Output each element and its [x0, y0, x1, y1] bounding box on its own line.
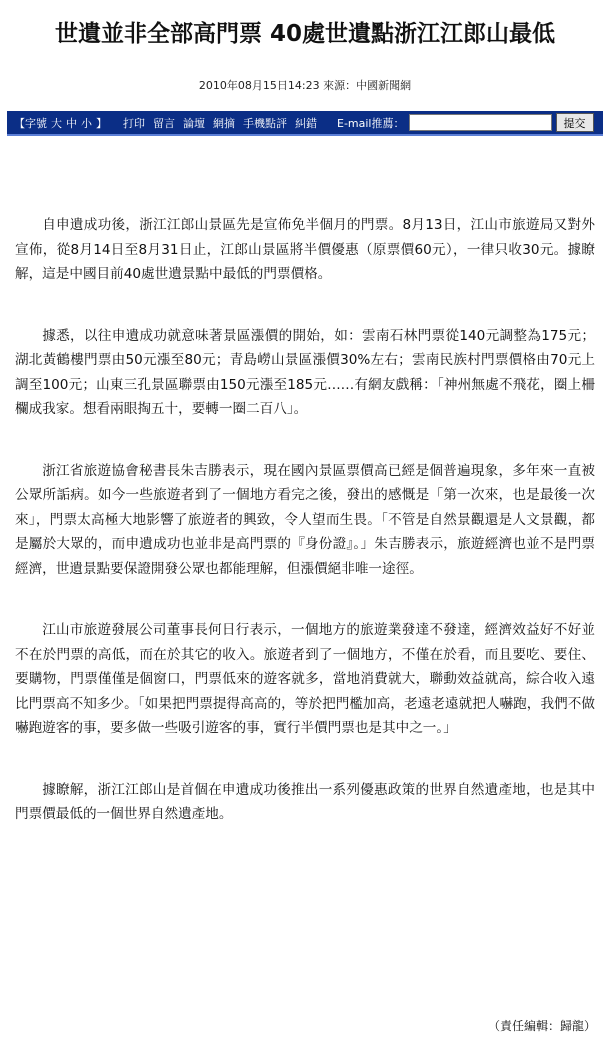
excerpt-link[interactable]: 網摘	[213, 116, 235, 130]
font-bracket-open: 【	[14, 116, 25, 130]
font-size-controls	[14, 115, 107, 131]
responsible-editor: （責任編輯：歸龍）	[487, 1019, 596, 1033]
font-bracket-close: 】	[96, 116, 107, 130]
font-size-label: 字號	[25, 116, 47, 130]
font-size-medium-link[interactable]: 中	[66, 116, 77, 130]
article-body	[15, 213, 595, 827]
article-source: 來源：中國新聞網	[323, 79, 412, 92]
font-size-small-link[interactable]: 小	[81, 116, 92, 130]
article-paragraph: 江山市旅遊發展公司董事長何日行表示，一個地方的旅遊業發達不發達，經濟效益好不好並不在於門票的高低，而在於其它的收入。旅遊者到了一個地方，不僅在於看，而且要吃、要住、要購物，門票僅僅是個窗口，門票低來的遊客就多，當地消費就大，聯動效益就高，綜合收入遠比門票高不知多少。「如果把門票提得高高的，等於把門檻加高，老遠老遠就把人嚇跑，我們不做嚇跑遊客的事，要多做一些吸引遊客的事，實行半價門票也是其中之一。」	[15, 622, 595, 736]
comment-link[interactable]: 留言	[153, 116, 175, 130]
article-paragraph: 浙江省旅遊協會秘書長朱吉勝表示，現在國內景區票價高已經是個普遍現象，多年來一直被公眾所詬病。如今一些旅遊者到了一個地方看完之後，發出的感慨是「第一次來，也是最後一次來」，門票太高極大地影響了旅遊者的興致，令人望而生畏。「不管是自然景觀還是人文景觀，都是屬於大眾的，而申遺成功也並非是高門票的『身份證』。」朱吉勝表示，旅遊經濟也並不是門票經濟，世遺景點要保證開發公眾也都能理解，但漲價絕非唯一途徑。	[15, 462, 595, 577]
article-toolbar	[7, 111, 603, 136]
article-meta	[0, 78, 610, 94]
mobile-review-link[interactable]: 手機點評	[243, 116, 287, 130]
email-input[interactable]	[409, 114, 552, 131]
article-title: 世遺並非全部高門票 40處世遺點浙江江郎山最低	[54, 21, 555, 47]
correction-link[interactable]: 糾錯	[295, 116, 317, 130]
email-recommend-label: E-mail推薦：	[337, 116, 405, 130]
article-paragraph: 據瞭解，浙江江郎山是首個在申遺成功後推出一系列優惠政策的世界自然遺產地，也是其中門票價最低的一個世界自然遺產地。	[15, 781, 595, 822]
forum-link[interactable]: 論壇	[183, 116, 205, 130]
font-size-large-link[interactable]: 大	[51, 116, 62, 130]
submit-button[interactable]: 提交	[556, 113, 594, 132]
article-paragraph: 據悉，以往申遺成功就意味著景區漲價的開始，如：雲南石林門票從140元調整為175元；湖北黃鶴樓門票由50元漲至80元；青島嶗山景區漲價30%左右；雲南民族村門票價格由70元上調至100元；山東三孔景區聯票由150元漲至185元……有網友戲稱：「神州無處不飛花，圈上柵欄成我家。想看兩眼掏五十，要轉一圈二百八」。	[15, 327, 595, 417]
publish-date: 2010年08月15日14:23	[198, 79, 320, 92]
toolbar-links	[123, 115, 333, 131]
print-link[interactable]: 打印	[123, 116, 145, 130]
article-paragraph: 自申遺成功後，浙江江郎山景區先是宣佈免半個月的門票。8月13日，江山市旅遊局又對外宣佈，從8月14日至8月31日止，江郎山景區將半價優惠（原票價60元），一律只收30元。據瞭解，這是中國目前40處世遺景點中最低的門票價格。	[15, 217, 595, 282]
